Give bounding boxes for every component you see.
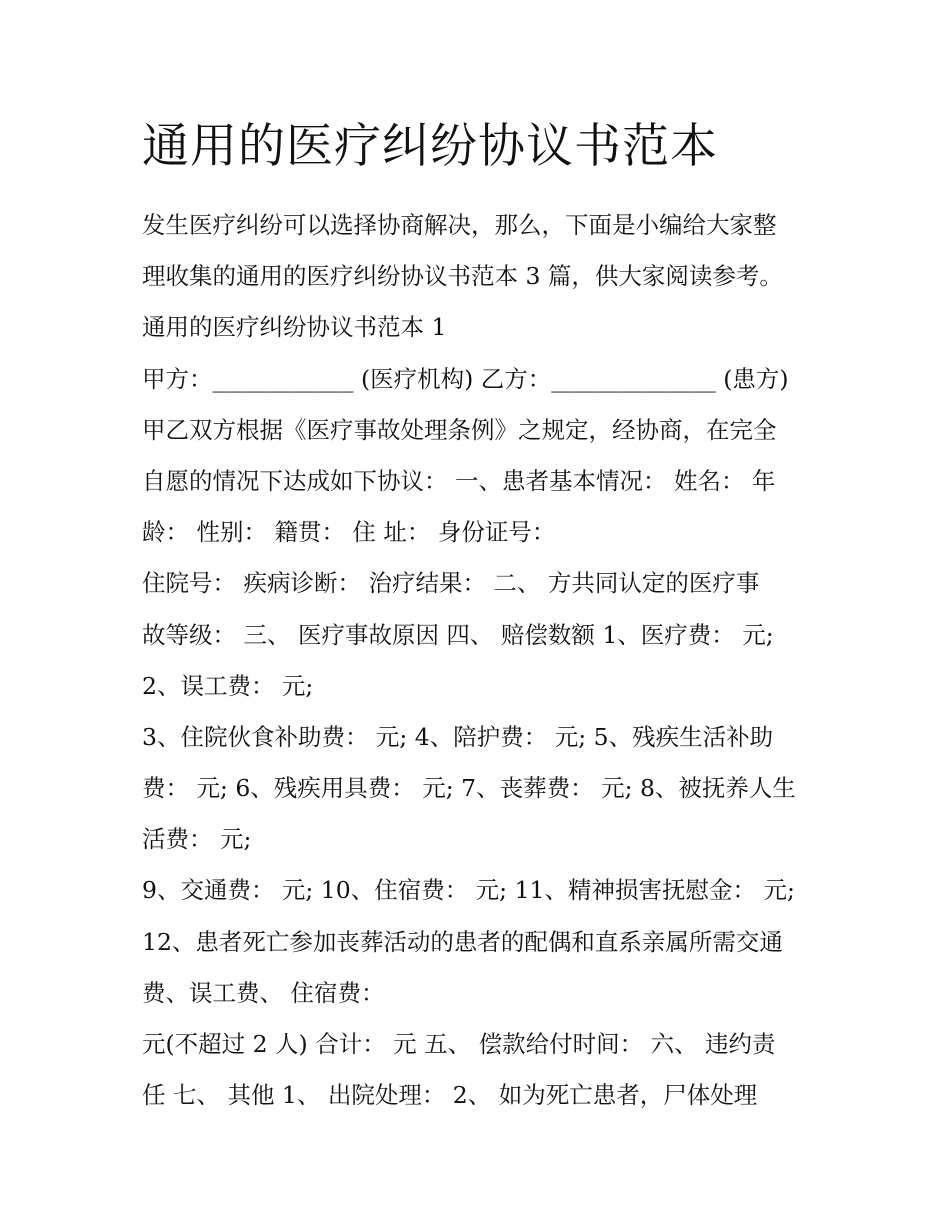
document-body [142,200,822,1121]
paragraph-line: 理收集的通用的医疗纠纷协议书范本 3 篇，供大家阅读参考。 [142,262,783,291]
paragraph-line: 3、住院伙食补助费： 元; 4、陪护费： 元; 5、残疾生活补助 [142,722,774,751]
paragraph-line: 元(不超过 2 人) 合计： 元 五、 偿款给付时间： 六、 违约责 [142,1030,776,1058]
document-title: 通用的医疗纠纷协议书范本 [142,119,718,174]
section-heading: 通用的医疗纠纷协议书范本 1 [142,313,447,342]
parties-line: 甲方：____________ (医疗机构) 乙方：______________ (患方) [142,364,789,393]
paragraph-line: 故等级： 三、 医疗事故原因 四、 赔偿数额 1、医疗费： 元; [142,620,774,649]
paragraph-line: 9、交通费： 元; 10、住宿费： 元; 11、精神损害抚慰金： 元; [142,876,795,905]
paragraph-line: 住院号： 疾病诊断： 治疗结果： 二、 方共同认定的医疗事 [142,569,760,598]
paragraph-line: 发生医疗纠纷可以选择协商解决，那么，下面是小编给大家整 [142,211,777,239]
paragraph-line: 活费： 元; [142,825,252,854]
paragraph-line: 自愿的情况下达成如下协议： 一、患者基本情况： 姓名： 年 [142,466,776,495]
paragraph-line: 龄： 性别： 籍贯： 住 址： 身份证号： [142,518,556,547]
paragraph-line: 甲乙双方根据《医疗事故处理条例》之规定，经协商，在完全 [142,415,777,444]
paragraph-line: 12、患者死亡参加丧葬活动的患者的配偶和直系亲属所需交通 [142,927,783,956]
paragraph-line: 费、误工费、 住宿费： [142,978,385,1007]
paragraph-line: 费： 元; 6、残疾用具费： 元; 7、丧葬费： 元; 8、被抚养人生 [142,774,796,803]
paragraph-line: 任 七、 其他 1、 出院处理： 2、 如为死亡患者，尸体处理 [142,1081,758,1110]
paragraph-line: 2、误工费： 元; [142,671,314,700]
